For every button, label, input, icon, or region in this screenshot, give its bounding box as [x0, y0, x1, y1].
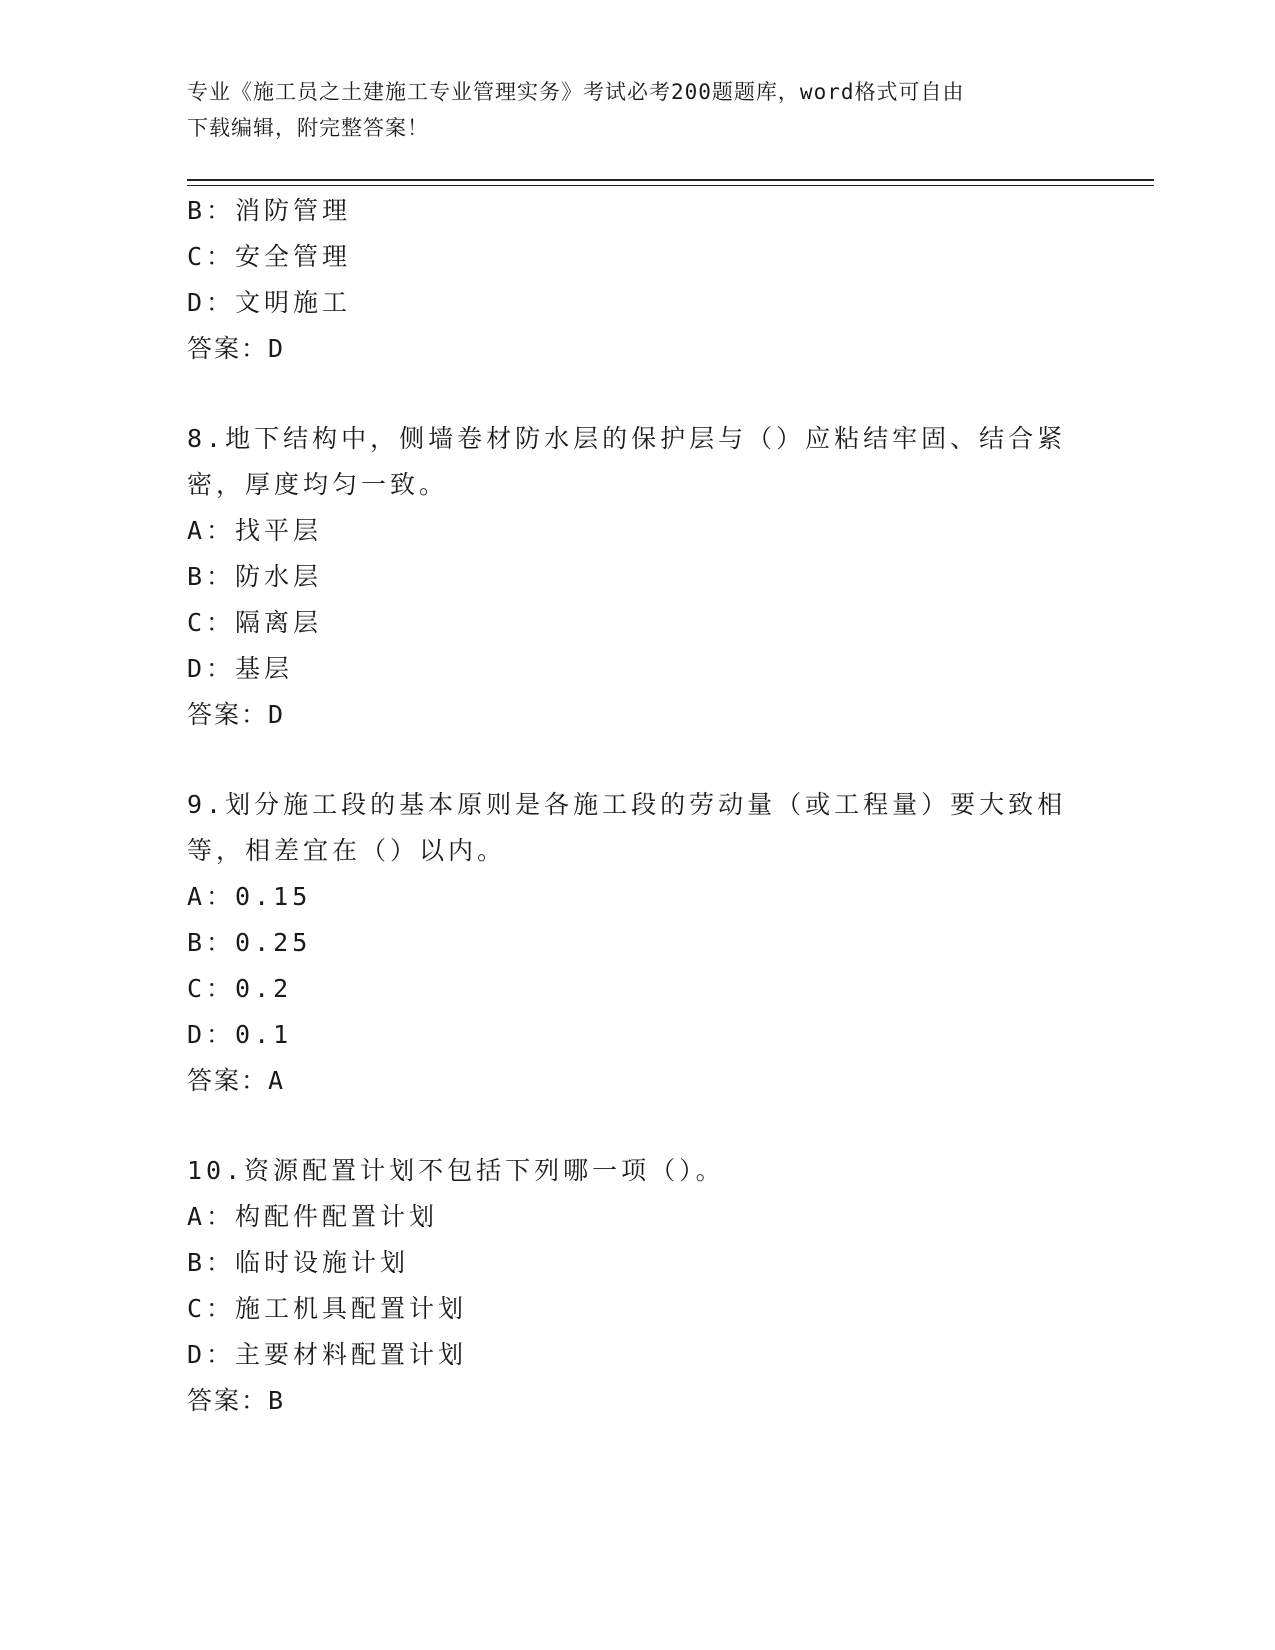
option-b: B：临时设施计划	[187, 1248, 410, 1277]
option-c: C：施工机具配置计划	[187, 1294, 468, 1323]
header-title-line-1: 专业《施工员之土建施工专业管理实务》考试必考200题题库，word格式可自由	[187, 80, 965, 104]
answer-line: 答案：A	[187, 1066, 286, 1095]
option-b: B：0.25	[187, 928, 312, 957]
option-b: B：防水层	[187, 562, 323, 591]
answer-line: 答案：B	[187, 1386, 286, 1415]
option-c: C：隔离层	[187, 608, 323, 637]
option-a: A：0.15	[187, 882, 312, 911]
spacer	[187, 372, 1067, 416]
option-a: A：找平层	[187, 516, 323, 545]
spacer	[187, 1104, 1067, 1148]
option-d: D：基层	[187, 654, 294, 683]
spacer	[187, 738, 1067, 782]
option-d: D：0.1	[187, 1020, 293, 1049]
header-divider-thin	[187, 185, 1154, 186]
question-text-line-1: 8.地下结构中，侧墙卷材防水层的保护层与（）应粘结牢固、结合紧	[187, 424, 1067, 453]
question-10	[187, 1148, 1067, 1424]
question-list	[187, 188, 1067, 1424]
option-d: D：文明施工	[187, 288, 352, 317]
option-c: C：安全管理	[187, 242, 352, 271]
question-8	[187, 416, 1067, 738]
answer-line: 答案：D	[187, 334, 286, 363]
document-header	[187, 74, 1077, 146]
option-b: B：消防管理	[187, 196, 352, 225]
question-text-line-2: 等，相差宜在（）以内。	[187, 836, 507, 865]
question-text-line-2: 密，厚度均匀一致。	[187, 470, 449, 499]
answer-line: 答案：D	[187, 700, 286, 729]
header-title-line-2: 下载编辑，附完整答案！	[187, 116, 429, 140]
option-c: C：0.2	[187, 974, 293, 1003]
header-divider-thick	[187, 179, 1154, 181]
option-a: A：构配件配置计划	[187, 1202, 439, 1231]
question-9	[187, 782, 1067, 1104]
question-text-line-1: 9.划分施工段的基本原则是各施工段的劳动量（或工程量）要大致相	[187, 790, 1067, 819]
question-7-continuation	[187, 188, 1067, 372]
question-text-line-1: 10.资源配置计划不包括下列哪一项（）。	[187, 1156, 725, 1185]
option-d: D：主要材料配置计划	[187, 1340, 468, 1369]
